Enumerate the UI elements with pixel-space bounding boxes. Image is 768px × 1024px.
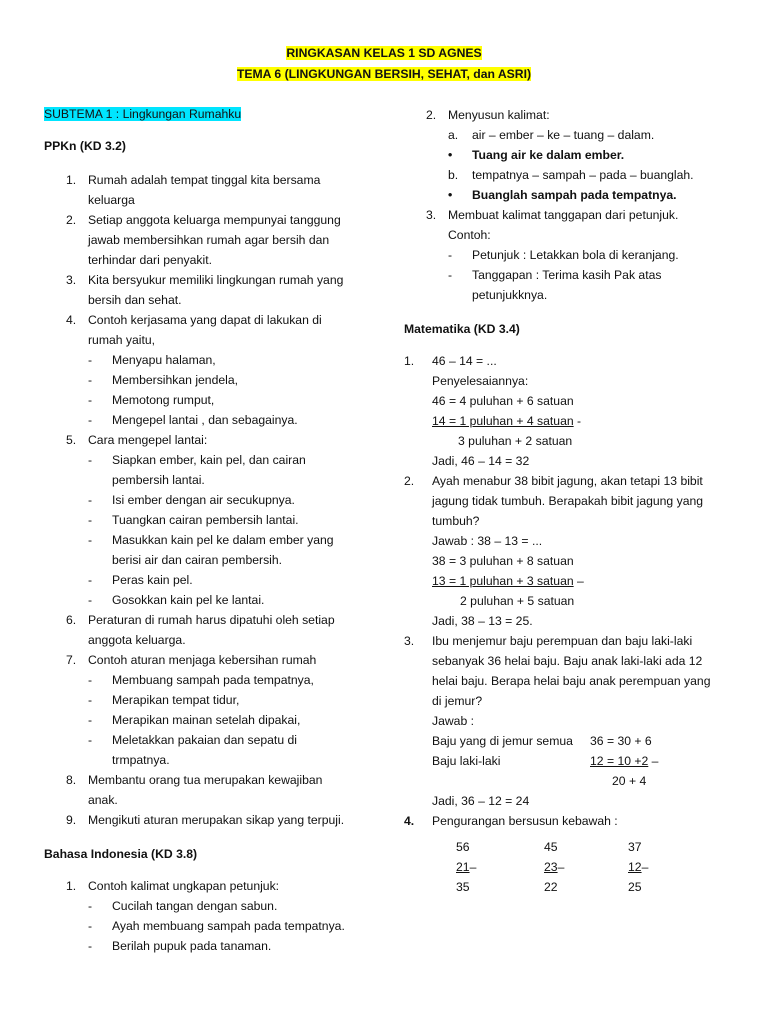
- list-item-cont: rumah yaitu,: [88, 333, 156, 347]
- mat-line: Baju yang di jemur semua 36 = 30 + 6: [432, 734, 652, 748]
- sub-item: - Siapkan ember, kain pel, dan cairan: [88, 453, 306, 467]
- sub-item: - Mengepel lantai , dan sebagainya.: [88, 413, 298, 427]
- stack-result-row: 35 22 25: [456, 880, 642, 894]
- mat-line: 14 = 1 puluhan + 4 satuan -: [432, 414, 582, 428]
- list-item: 5. Cara mengepel lantai:: [66, 433, 208, 447]
- sub-item: - Menyapu halaman,: [88, 353, 216, 367]
- list-item: 3. Ibu menjemur baju perempuan dan baju laki-laki: [404, 634, 693, 648]
- sub-item: - Cucilah tangan dengan sabun.: [88, 899, 278, 913]
- list-item-cont: Contoh:: [448, 228, 491, 242]
- mat-line: tumbuh?: [432, 514, 480, 528]
- list-item-cont: bersih dan sehat.: [88, 293, 182, 307]
- bi-list: [44, 876, 374, 956]
- mat-line: Jawab :: [432, 714, 475, 728]
- mat-line: 38 = 3 puluhan + 8 satuan: [432, 554, 574, 568]
- stack-sub-row: 21– 23– 12–: [456, 860, 649, 874]
- mat-line: Jawab : 38 – 13 = ...: [432, 534, 543, 548]
- list-item: 4. Contoh kerjasama yang dapat di lakukan di: [66, 313, 322, 327]
- sub-item-cont: trmpatnya.: [112, 753, 170, 767]
- sub-item-cont: pembersih lantai.: [112, 473, 205, 487]
- list-item: 4. Pengurangan bersusun kebawah :: [404, 814, 618, 828]
- sub-item-answer: • Buanglah sampah pada tempatnya.: [448, 188, 677, 202]
- ppkn-heading: PPKn (KD 3.2): [44, 139, 126, 153]
- sub-item: - Memotong rumput,: [88, 393, 215, 407]
- bi-cont-list: [404, 105, 749, 305]
- sub-item: - Membersihkan jendela,: [88, 373, 239, 387]
- ppkn-list: [44, 170, 374, 830]
- left-column: [44, 104, 374, 956]
- list-item: 2. Menyusun kalimat:: [426, 108, 550, 122]
- right-column: [404, 105, 749, 897]
- sub-item: - Membuang sampah pada tempatnya,: [88, 673, 314, 687]
- sub-item: - Merapikan mainan setelah dipakai,: [88, 713, 301, 727]
- sub-item: - Masukkan kain pel ke dalam ember yang: [88, 533, 334, 547]
- sub-item: - Petunjuk : Letakkan bola di keranjang.: [448, 248, 679, 262]
- sub-item: - Gosokkan kain pel ke lantai.: [88, 593, 265, 607]
- mat-line: Jadi, 38 – 13 = 25.: [432, 614, 533, 628]
- sub-item-cont: berisi air dan cairan pembersih.: [112, 553, 283, 567]
- list-item: 3. Membuat kalimat tanggapan dari petunjuk.: [426, 208, 679, 222]
- sub-item-answer: • Tuang air ke dalam ember.: [448, 148, 625, 162]
- matematika-heading: Matematika (KD 3.4): [404, 322, 520, 336]
- list-item: 9. Mengikuti aturan merupakan sikap yang terpuji.: [66, 813, 345, 827]
- subtraction-stack: [404, 837, 749, 897]
- mat-list: [404, 351, 749, 897]
- sub-item: - Tanggapan : Terima kasih Pak atas: [448, 268, 662, 282]
- sub-item: a. air – ember – ke – tuang – dalam.: [448, 128, 655, 142]
- sub-item: - Isi ember dengan air secukupnya.: [88, 493, 295, 507]
- sub-item: - Tuangkan cairan pembersih lantai.: [88, 513, 299, 527]
- list-item: 1. 46 – 14 = ...: [404, 354, 497, 368]
- mat-line: Jadi, 36 – 12 = 24: [432, 794, 530, 808]
- sub-item: - Ayah membuang sampah pada tempatnya.: [88, 919, 345, 933]
- subtema-heading: SUBTEMA 1 : Lingkungan Rumahku: [44, 107, 242, 121]
- doc-title-line2: TEMA 6 (LINGKUNGAN BERSIH, SEHAT, dan ASRI): [236, 67, 532, 81]
- mat-line: 20 + 4: [612, 774, 647, 788]
- sub-item-cont: petunjukknya.: [472, 288, 548, 302]
- list-item: 3. Kita bersyukur memiliki lingkungan rumah yang: [66, 273, 344, 287]
- mat-line: jagung tidak tumbuh. Berapakah bibit jagung yang: [432, 494, 704, 508]
- mat-line: Penyelesaiannya:: [432, 374, 529, 388]
- list-item: 2. Ayah menabur 38 bibit jagung, akan tetapi 13 bibit: [404, 474, 703, 488]
- list-item: 1. Rumah adalah tempat tinggal kita bersama: [66, 173, 321, 187]
- mat-line: di jemur?: [432, 694, 483, 708]
- list-item-cont: keluarga: [88, 193, 135, 207]
- mat-line: 2 puluhan + 5 satuan: [460, 594, 575, 608]
- list-item-cont: jawab membersihkan rumah agar bersih dan: [88, 233, 330, 247]
- stack-top-row: 56 45 37: [456, 840, 642, 854]
- sub-item: - Berilah pupuk pada tanaman.: [88, 939, 272, 953]
- list-item-cont: anak.: [88, 793, 118, 807]
- mat-line: helai baju. Berapa helai baju anak perempuan yang: [432, 674, 711, 688]
- list-item: 1. Contoh kalimat ungkapan petunjuk:: [66, 879, 280, 893]
- mat-line: 46 = 4 puluhan + 6 satuan: [432, 394, 574, 408]
- sub-item: b. tempatnya – sampah – pada – buanglah.: [448, 168, 694, 182]
- bi-heading: Bahasa Indonesia (KD 3.8): [44, 847, 198, 861]
- mat-line: Jadi, 46 – 14 = 32: [432, 454, 530, 468]
- list-item: 6. Peraturan di rumah harus dipatuhi oleh setiap: [66, 613, 335, 627]
- mat-line: 3 puluhan + 2 satuan: [458, 434, 573, 448]
- doc-title-line1: RINGKASAN KELAS 1 SD AGNES: [286, 46, 482, 60]
- list-item: 2. Setiap anggota keluarga mempunyai tanggung: [66, 213, 341, 227]
- sub-item: - Merapikan tempat tidur,: [88, 693, 240, 707]
- mat-line: sebanyak 36 helai baju. Baju anak laki-laki ada 12: [432, 654, 703, 668]
- sub-item: - Meletakkan pakaian dan sepatu di: [88, 733, 297, 747]
- list-item: 8. Membantu orang tua merupakan kewajiban: [66, 773, 323, 787]
- list-item: 7. Contoh aturan menjaga kebersihan rumah: [66, 653, 317, 667]
- list-item-cont: terhindar dari penyakit.: [88, 253, 212, 267]
- mat-line: Baju laki-laki 12 = 10 +2 –: [432, 754, 659, 768]
- mat-line: 13 = 1 puluhan + 3 satuan –: [432, 574, 584, 588]
- sub-item: - Peras kain pel.: [88, 573, 193, 587]
- list-item-cont: anggota keluarga.: [88, 633, 186, 647]
